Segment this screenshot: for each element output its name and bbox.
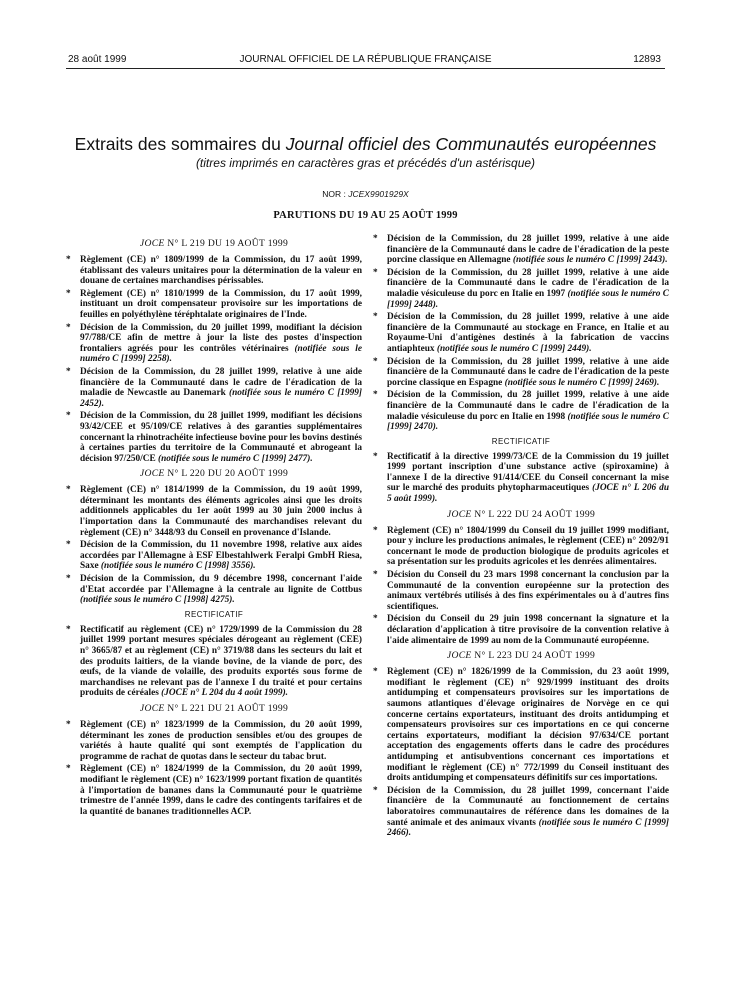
rectificatif-heading: RECTIFICATIF	[491, 436, 551, 446]
summary-entry	[66, 574, 362, 606]
entry-list	[373, 452, 669, 505]
summary-entry	[66, 625, 362, 699]
summary-entry	[66, 764, 362, 817]
nor-label: NOR :	[322, 189, 349, 199]
summary-entry	[373, 390, 669, 432]
entry-note: (notifiée sous le numéro C [1998] 3556).	[100, 561, 256, 572]
asterisk-marker: *	[373, 525, 378, 536]
page-title	[0, 134, 731, 155]
entry-note: (notifiée sous le numéro C [1999] 2448).	[387, 288, 669, 310]
section-issue: N° L 222 DU 24 AOÛT 1999	[471, 508, 596, 520]
section-heading	[373, 509, 669, 520]
asterisk-marker: *	[66, 411, 71, 422]
summary-entry	[373, 614, 669, 646]
header-page-number: 12893	[633, 54, 661, 65]
summary-entry	[373, 667, 669, 784]
summary-entry	[373, 312, 669, 354]
summary-entry	[66, 720, 362, 762]
entry-note: (JOCE n° L 206 du 5 août 1999).	[387, 483, 669, 505]
summary-entry	[66, 367, 362, 409]
section-issue: N° L 221 DU 21 AOÛT 1999	[164, 702, 289, 714]
asterisk-marker: *	[66, 255, 71, 265]
entry-list	[66, 625, 362, 699]
summary-entry	[66, 411, 362, 464]
summary-entry	[373, 570, 669, 612]
entry-note: (JOCE n° L 204 du 4 août 1999).	[161, 688, 289, 699]
entry-note: (notifiée sous le numéro C [1999] 2469).	[504, 377, 660, 388]
joce-label: JOCE	[139, 468, 165, 480]
asterisk-marker: *	[66, 485, 71, 496]
summary-entry	[373, 234, 669, 266]
asterisk-marker: *	[66, 574, 71, 585]
entry-text: Rectificatif à la directive 1999/73/CE de la Commission du 19 juillet 1999 portant inscription d'une substance active (spiroxamine) à l'annexe I de la directive 91/414/CEE du Conseil concernant la mise sur le marché des produits phytopharmaceutiques	[387, 451, 669, 494]
summary-entry	[373, 786, 669, 839]
nor-code: JCEX9901929X	[348, 189, 409, 199]
entry-text: Décision du Conseil du 23 mars 1998 concernant la conclusion par la Communauté de la convention européenne sur la protection des animaux vertébrés utilisés à des fins expérimentales ou à d'autres fins scientifiques.	[387, 570, 669, 612]
entry-text: Décision de la Commission, du 9 décembre 1998, concernant l'aide d'Etat accordée par l'Allemagne à la centrale au lignite de Cottbus	[80, 574, 362, 595]
asterisk-marker: *	[373, 667, 378, 678]
summary-entry	[66, 323, 362, 365]
section-issue: N° L 220 DU 20 AOÛT 1999	[164, 468, 289, 480]
joce-label: JOCE	[139, 238, 165, 249]
asterisk-marker: *	[66, 540, 71, 551]
joce-label: JOCE	[139, 702, 165, 714]
entry-text: Règlement (CE) n° 1826/1999 de la Commission, du 23 août 1999, modifiant le règlement (CE) n° 929/1999 instituant des droits antidumping et compensateurs provisoires sur les importations de saumons atlantiques d'élevage originaires de Norvège en ce qui concerne certains exportateurs, instituant des droits antidumping et compensateurs provisoires sur ces importations en ce qui concerne certains exportateurs, modifiant la décision 97/634/CE portant acceptation des engagements offerts dans le cadre des procédures antidumping et antisubventions concernant ces importations et modifiant le règlement (CE) n° 772/1999 du Conseil instituant des droits antidumping et compensateurs définitifs sur ces importations.	[387, 667, 669, 784]
entry-text: Décision de la Commission, du 11 novembre 1998, relative aux aides accordées par l'Allemagne à ESF Elbestahlwerk Feralpi GmbH Riesa, Saxe	[80, 540, 362, 572]
summary-entry	[66, 485, 362, 538]
entry-text: Règlement (CE) n° 1804/1999 du Conseil du 19 juillet 1999 modifiant, pour y inclure les productions animales, le règlement (CEE) n° 2092/91 concernant le mode de production biologique de produits agricoles et sa présentation sur les produits agricoles et les denrées alimentaires.	[387, 525, 669, 568]
page-subtitle: (titres imprimés en caractères gras et précédés d'un astérisque)	[195, 156, 536, 170]
entry-text: Règlement (CE) n° 1809/1999 de la Commission, du 17 août 1999, établissant des valeurs unitaires pour la détermination de la valeur en douane de certaines marchandises périssables.	[80, 255, 362, 287]
asterisk-marker: *	[373, 785, 378, 796]
entry-note: (notifiée sous le numéro C [1999] 2470).	[387, 411, 669, 433]
entry-note: (notifiée sous le numéro C [1999] 2443).	[512, 255, 668, 266]
entry-note: (notifiée sous le numéro C [1999] 2258).	[80, 343, 362, 365]
entry-list	[373, 667, 669, 839]
entry-text: Décision de la Commission, du 20 juillet 1999, modifiant la décision 97/788/CE afin de mettre à jour la liste des postes d'inspection frontaliers agréés pour les contrôles vétérinaires	[80, 322, 362, 354]
left-column	[66, 234, 362, 819]
entry-text: Décision de la Commission, du 28 juillet 1999, modifiant les décisions 93/42/CEE et 95/109/CE relatives à des garanties supplémentaires concernant la rhinotrachéite infectieuse bovine pour les bovins destinés à certaines parties du territoire de la Communauté et abrogeant la décision 97/250/CE	[80, 411, 362, 464]
title-part1: Extraits des sommaires du	[74, 134, 286, 154]
entry-text: Décision de la Commission, du 28 juillet 1999, relative à une aide financière de la Communauté au stockage en France, en Italie et au Royaume-Uni d'antigènes destinés à la fabrication de vaccins antiaphteux	[387, 312, 669, 354]
section-heading	[66, 468, 362, 479]
entry-text: Rectificatif au règlement (CE) n° 1729/1999 de la Commission du 28 juillet 1999 portant mesures spéciales dérogeant au règlement (CEE) n° 3665/87 et au règlement (CE) n° 3719/88 dans les secteurs du lait et des produits laitiers, de la viande bovine, de la viande de porc, des œufs, de la viande de volaille, des produits exportés sous forme de marchandises ne relevant pas de l'annexe I du traité et pour certains produits de céréales	[80, 624, 362, 699]
entry-list	[373, 526, 669, 647]
entry-text: Décision de la Commission, du 28 juillet 1999, relative à une aide financière de la Communauté dans le cadre de l'éradication de la peste porcine classique en Espagne	[387, 356, 669, 388]
section-heading	[66, 238, 362, 249]
entry-list	[66, 485, 362, 606]
entry-text: Décision de la Commission, du 28 juillet 1999, concernant l'aide financière de la Communauté au fonctionnement de certains laboratoires communautaires de référence dans les domaines de la santé animale et des animaux vivants	[387, 785, 669, 828]
entry-note: (notifiée sous le numéro C [1998] 4275).	[80, 595, 235, 606]
header-journal-title: JOURNAL OFFICIEL DE LA RÉPUBLIQUE FRANÇAISE	[239, 54, 492, 65]
rectificatif-heading: RECTIFICATIF	[184, 609, 244, 619]
section-heading	[66, 703, 362, 714]
entry-text: Décision du Conseil du 29 juin 1998 concernant la signature et la déclaration d'application à titre provisoire de la convention relative à l'aide alimentaire de 1999 au nom de la Communauté européenne.	[387, 614, 669, 646]
header-date: 28 août 1999	[68, 54, 127, 65]
section-issue: N° L 223 DU 24 AOÛT 1999	[471, 650, 596, 662]
asterisk-marker: *	[373, 390, 378, 401]
entry-text: Règlement (CE) n° 1810/1999 de la Commission, du 17 août 1999, instituant un droit compensateur provisoire sur les importations de feuilles en polyéthylène téréphtalate originaires de l'Inde.	[80, 288, 362, 320]
section-issue: N° L 219 DU 19 AOÛT 1999	[164, 238, 289, 249]
asterisk-marker: *	[373, 312, 378, 323]
right-column	[373, 234, 669, 841]
entry-text: Règlement (CE) n° 1824/1999 de la Commission, du 20 août 1999, modifiant le règlement (CE) n° 1623/1999 portant fixation de quantités à l'importation de bananes dans la Communauté pour le quatrième trimestre de l'année 1999, dans le cadre des contingents tarifaires et de la quantité de bananes traditionnelles ACP.	[80, 764, 362, 817]
entry-list	[66, 255, 362, 464]
summary-entry	[373, 268, 669, 310]
entry-text: Règlement (CE) n° 1823/1999 de la Commission, du 20 août 1999, déterminant les zones de production sensibles et/ou des groupes de variétés à haute qualité qui sont exemptés de l'application du programme de rachat de quotas dans le secteur du tabac brut.	[80, 719, 362, 762]
asterisk-marker: *	[373, 451, 378, 462]
parutions-heading: PARUTIONS DU 19 AU 25 AOÛT 1999	[273, 210, 458, 221]
summary-entry	[373, 452, 669, 505]
title-part2: Journal officiel des Communautés européennes	[285, 134, 657, 154]
entry-note: (notifiée sous le numéro C [1999] 2449).	[436, 343, 592, 354]
entry-list	[66, 720, 362, 817]
joce-label: JOCE	[446, 650, 472, 662]
asterisk-marker: *	[66, 366, 71, 377]
summary-entry	[66, 255, 362, 287]
asterisk-marker: *	[373, 614, 378, 625]
asterisk-marker: *	[66, 764, 71, 775]
nor-reference	[0, 189, 731, 199]
asterisk-marker: *	[66, 322, 71, 333]
entry-note: (notifiée sous le numéro C [1999] 2466).	[387, 817, 669, 839]
entry-text: Règlement (CE) n° 1814/1999 de la Commission, du 19 août 1999, déterminant les montants des éléments agricoles ainsi que les droits additionnels applicables du 1er août 1999 au 30 juin 2000 inclus à l'importation dans la Communauté des marchandises relevant du règlement (CE) n° 3448/93 du Conseil en provenance d'Islande.	[80, 485, 362, 538]
asterisk-marker: *	[373, 356, 378, 367]
entry-list	[373, 234, 669, 433]
asterisk-marker: *	[66, 719, 71, 730]
summary-entry	[66, 540, 362, 572]
header-rule	[66, 68, 665, 69]
entry-text: Décision de la Commission, du 28 juillet 1999, relative à une aide financière de la Communauté dans le cadre de l'éradication de la maladie vésiculeuse du porc en Italie en 1998	[387, 390, 669, 422]
asterisk-marker: *	[66, 288, 71, 299]
summary-entry	[66, 289, 362, 321]
asterisk-marker: *	[373, 234, 378, 244]
joce-label: JOCE	[446, 508, 472, 520]
summary-entry	[373, 357, 669, 389]
entry-text: Décision de la Commission, du 28 juillet 1999, relative à une aide financière de la Communauté dans le cadre de l'éradication de la peste porcine classique en Allemagne	[387, 234, 669, 266]
entry-note: (notifiée sous le numéro C [1999] 2477).	[158, 453, 313, 464]
asterisk-marker: *	[373, 267, 378, 278]
summary-entry	[373, 526, 669, 568]
entry-text: Décision de la Commission, du 28 juillet 1999, relative à une aide financière de la Communauté dans le cadre de l'éradication de la maladie vésiculeuse du porc en Italie en 1997	[387, 267, 669, 299]
entry-text: Décision de la Commission, du 28 juillet 1999, relative à une aide financière de la Communauté dans le cadre de l'éradication de la maladie de Newcastle au Danemark	[80, 366, 362, 399]
entry-note: (notifiée sous le numéro C [1999] 2452).	[80, 388, 362, 409]
section-heading	[373, 650, 669, 661]
asterisk-marker: *	[66, 624, 71, 635]
asterisk-marker: *	[373, 570, 378, 581]
